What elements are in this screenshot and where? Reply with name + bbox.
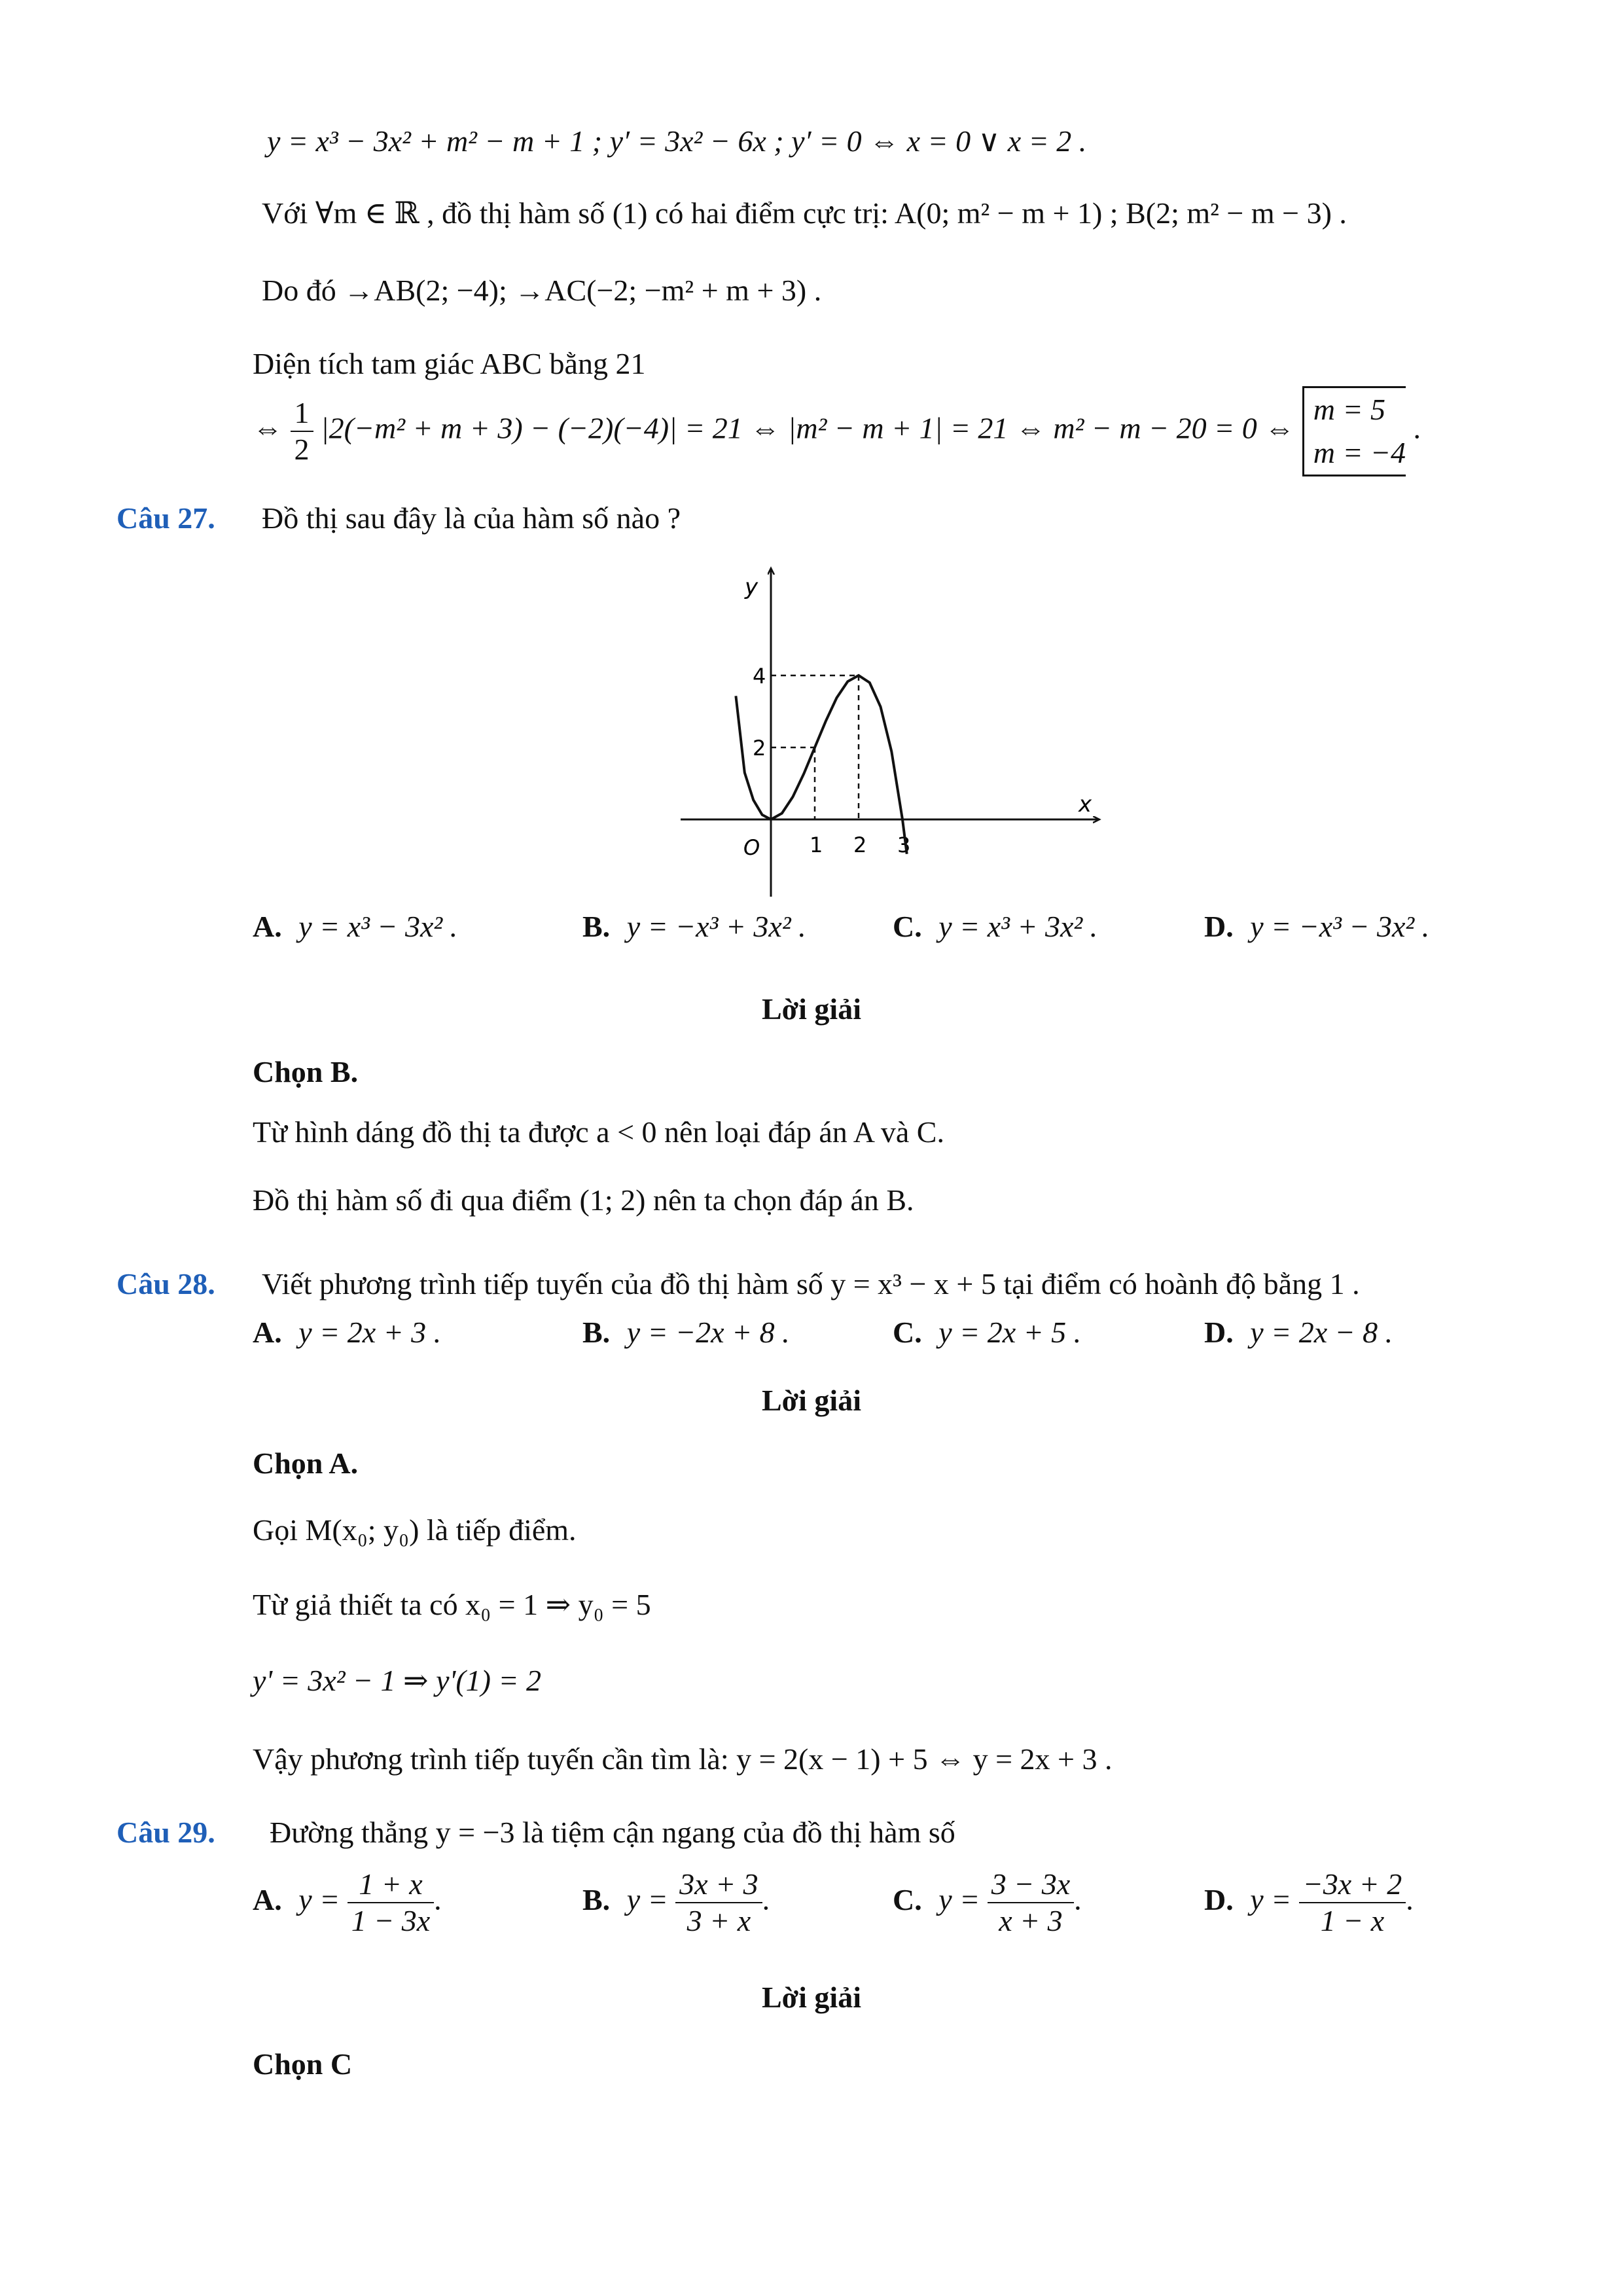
option-text: y = −x³ + 3x² . — [626, 910, 806, 943]
option-fraction — [675, 1867, 762, 1939]
x-axis-label: x — [1079, 791, 1092, 817]
y-tick-label: 4 — [753, 664, 766, 689]
option-fraction — [988, 1867, 1074, 1939]
equiv-symbol: ⇔ — [253, 411, 283, 445]
option-text: y = x³ + 3x² . — [938, 910, 1098, 943]
option-lhs: y = — [298, 1882, 340, 1916]
vectors-line: Do đó →AB(2; −4); →AC(−2; −m² + m + 3) . — [262, 274, 822, 307]
y-axis-label: y — [745, 574, 758, 600]
y-tick-label: 2 — [753, 736, 766, 761]
option-fraction — [1299, 1867, 1406, 1939]
q27-explanation-1: Từ hình dáng đồ thị ta được a < 0 nên loại đáp án A và C. — [253, 1115, 944, 1149]
option-period: . — [1406, 1882, 1414, 1916]
q29-solution-title: Lời giải — [762, 1981, 861, 2014]
area-line: Diện tích tam giác ABC bằng 21 — [253, 347, 646, 380]
q27-explanation-2: Đồ thị hàm số đi qua điểm (1; 2) nên ta chọn đáp án B. — [253, 1183, 914, 1217]
fraction-denominator: x + 3 — [999, 1904, 1063, 1937]
q27-option-c[interactable] — [893, 907, 1097, 946]
solution-case-1: m = 5 — [1313, 393, 1385, 426]
fraction-numerator: 3 − 3x — [988, 1867, 1074, 1903]
q28-solution-title: Lời giải — [762, 1384, 861, 1417]
function-graph — [661, 563, 1119, 903]
q28-option-c[interactable] — [893, 1313, 1081, 1352]
extrema-line: Với ∀m ∈ ℝ , đồ thị hàm số (1) có hai điểm cực trị: A(0; m² − m + 1) ; B(2; m² − m − 3) . — [262, 196, 1347, 230]
q28-explanation-3: y' = 3x² − 1 ⇒ y'(1) = 2 — [253, 1664, 542, 1697]
q29-option-b[interactable] — [582, 1867, 770, 1939]
q28-choice: Chọn A. — [253, 1446, 359, 1480]
option-text: y = x³ − 3x² . — [298, 910, 458, 943]
fraction-denominator: 3 + x — [687, 1904, 751, 1937]
option-fraction — [348, 1867, 434, 1939]
option-lhs: y = — [626, 1882, 668, 1916]
q28-option-a[interactable] — [253, 1313, 441, 1352]
half-fraction — [291, 395, 313, 467]
option-text: y = 2x − 8 . — [1250, 1316, 1393, 1349]
option-letter: C. — [893, 1882, 922, 1916]
option-letter: B. — [582, 1882, 611, 1916]
option-letter: D. — [1204, 1316, 1234, 1349]
fraction-denominator: 1 − x — [1320, 1904, 1385, 1937]
option-text: y = 2x + 5 . — [938, 1316, 1082, 1349]
derivative-line: y = x³ − 3x² + m² − m + 1 ; y′ = 3x² − 6x ; y′ = 0 ⇔ x = 0 ∨ x = 2 . — [267, 124, 1087, 158]
question-28-label: Câu 28. — [116, 1267, 215, 1300]
q29-option-c[interactable] — [893, 1867, 1082, 1939]
fraction-denominator: 1 − 3x — [351, 1904, 431, 1937]
solution-case-2: m = −4 — [1313, 436, 1406, 469]
option-letter: A. — [253, 910, 282, 943]
fraction-numerator: 1 + x — [348, 1867, 434, 1903]
question-29-label: Câu 29. — [116, 1816, 215, 1849]
area-equation-main: |2(−m² + m + 3) − (−2)(−4)| = 21 ⇔ |m² − m + 1| = 21 ⇔ m² − m − 20 = 0 ⇔ — [321, 411, 1295, 445]
option-letter: D. — [1204, 1882, 1234, 1916]
option-letter: C. — [893, 910, 922, 943]
q29-option-a[interactable] — [253, 1867, 442, 1939]
question-27-text: Đồ thị sau đây là của hàm số nào ? — [262, 501, 681, 535]
x-tick-label: 3 — [897, 833, 911, 857]
option-letter: B. — [582, 910, 611, 943]
q29-choice: Chọn C — [253, 2047, 353, 2081]
area-equation — [253, 386, 1421, 476]
option-text: y = −x³ − 3x² . — [1250, 910, 1430, 943]
q27-option-d[interactable] — [1204, 907, 1429, 946]
option-text: y = −2x + 8 . — [626, 1316, 790, 1349]
option-period: . — [762, 1882, 770, 1916]
fraction-numerator: 3x + 3 — [675, 1867, 762, 1903]
q28-option-d[interactable] — [1204, 1313, 1393, 1352]
q28-explanation-1: Gọi M(x₀; y₀) là tiếp điểm. — [253, 1513, 577, 1547]
equation-period: . — [1413, 411, 1421, 445]
origin-label: O — [743, 835, 760, 860]
question-27-label: Câu 27. — [116, 501, 215, 535]
fraction-numerator: −3x + 2 — [1299, 1867, 1406, 1903]
q27-choice: Chọn B. — [253, 1055, 359, 1088]
half-numerator: 1 — [291, 395, 313, 432]
option-letter: B. — [582, 1316, 611, 1349]
solution-bracket — [1302, 386, 1406, 476]
option-letter: A. — [253, 1316, 282, 1349]
q28-explanation-4: Vậy phương trình tiếp tuyến cần tìm là: y = 2(x − 1) + 5 ⇔ y = 2x + 3 . — [253, 1742, 1113, 1776]
q28-option-b[interactable] — [582, 1313, 790, 1352]
option-text: y = 2x + 3 . — [298, 1316, 442, 1349]
option-letter: D. — [1204, 910, 1234, 943]
q28-explanation-2: Từ giả thiết ta có x₀ = 1 ⇒ y₀ = 5 — [253, 1588, 651, 1621]
option-lhs: y = — [938, 1882, 980, 1916]
option-letter: A. — [253, 1882, 282, 1916]
x-tick-label: 2 — [853, 833, 867, 857]
q27-option-b[interactable] — [582, 907, 806, 946]
half-denominator: 2 — [294, 433, 310, 466]
x-tick-label: 1 — [810, 833, 823, 857]
option-period: . — [1074, 1882, 1082, 1916]
question-28-text: Viết phương trình tiếp tuyến của đồ thị hàm số y = x³ − x + 5 tại điểm có hoành độ bằng 1 . — [262, 1267, 1360, 1300]
option-lhs: y = — [1250, 1882, 1292, 1916]
q27-option-a[interactable] — [253, 907, 457, 946]
q29-option-d[interactable] — [1204, 1867, 1414, 1939]
cubic-curve — [736, 675, 906, 854]
option-period: . — [434, 1882, 442, 1916]
q27-solution-title: Lời giải — [762, 992, 861, 1026]
option-letter: C. — [893, 1316, 922, 1349]
question-29-text: Đường thẳng y = −3 là tiệm cận ngang của đồ thị hàm số — [270, 1816, 955, 1849]
